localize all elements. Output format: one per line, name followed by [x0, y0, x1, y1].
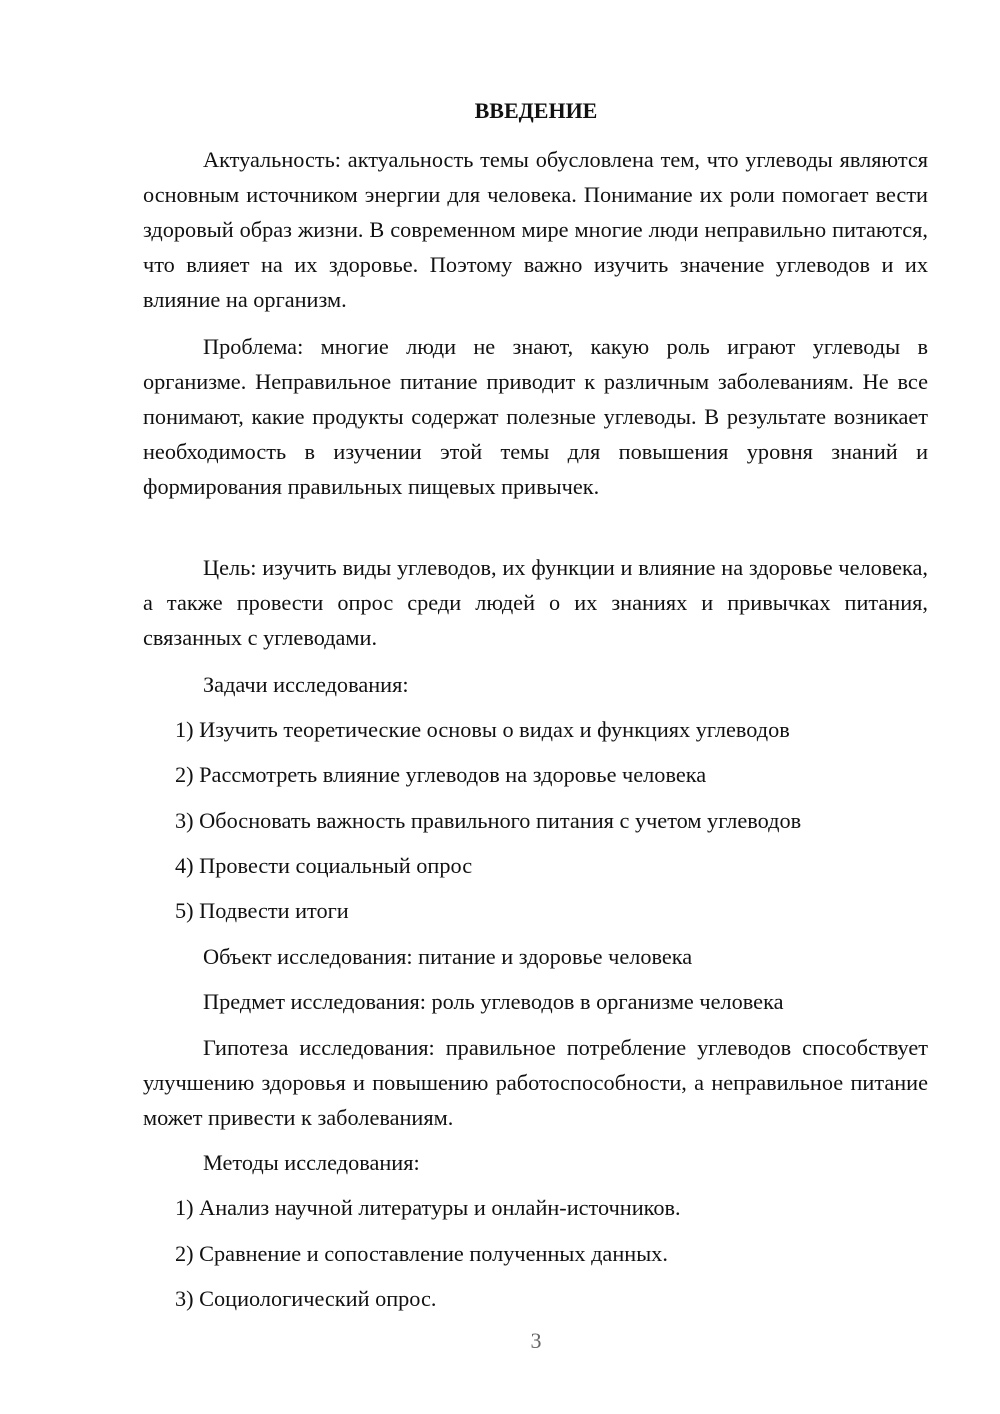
task-item: 3) Обосновать важность правильного питания с учетом углеводов	[175, 808, 802, 833]
methods-heading: Методы исследования:	[203, 1150, 420, 1175]
relevance-paragraph: Актуальность: актуальность темы обусловлена тем, что углеводы являются основным источником энергии для человека. Понимание их роли помогает вести здоровый образ жизни. В современном мире многие люди неправильно питаются, что влияет на их здоровье. Поэтому важно изучить значение углеводов и их влияние на организм.	[143, 147, 928, 312]
research-object: Объект исследования: питание и здоровье человека	[203, 944, 693, 969]
method-item: 2) Сравнение и сопоставление полученных данных.	[175, 1241, 668, 1266]
task-item: 5) Подвести итоги	[175, 898, 349, 923]
method-item: 1) Анализ научной литературы и онлайн-источников.	[175, 1195, 681, 1220]
task-item: 2) Рассмотреть влияние углеводов на здоровье человека	[175, 762, 707, 787]
tasks-heading: Задачи исследования:	[203, 672, 409, 697]
problem-paragraph: Проблема: многие люди не знают, какую роль играют углеводы в организме. Неправильное питание приводит к различным заболеваниям. Не все понимают, какие продукты содержат полезные углеводы. В результате возникает необходимость в изучении этой темы для повышения уровня знаний и формирования правильных пищевых привычек.	[143, 334, 928, 499]
task-item: 1) Изучить теоретические основы о видах и функциях углеводов	[175, 717, 790, 742]
method-item: 3) Социологический опрос.	[175, 1286, 437, 1311]
goal-paragraph: Цель: изучить виды углеводов, их функции и влияние на здоровье человека, а также провести опрос среди людей о их знаниях и привычках питания, связанных с углеводами.	[143, 555, 928, 650]
section-title: ВВЕДЕНИЕ	[474, 98, 598, 123]
research-subject: Предмет исследования: роль углеводов в организме человека	[203, 989, 784, 1014]
task-item: 4) Провести социальный опрос	[175, 853, 473, 878]
hypothesis-paragraph: Гипотеза исследования: правильное потребление углеводов способствует улучшению здоровья и повышению работоспособности, а неправильное питание может привести к заболеваниям.	[143, 1035, 928, 1130]
page-number: 3	[530, 1328, 542, 1353]
